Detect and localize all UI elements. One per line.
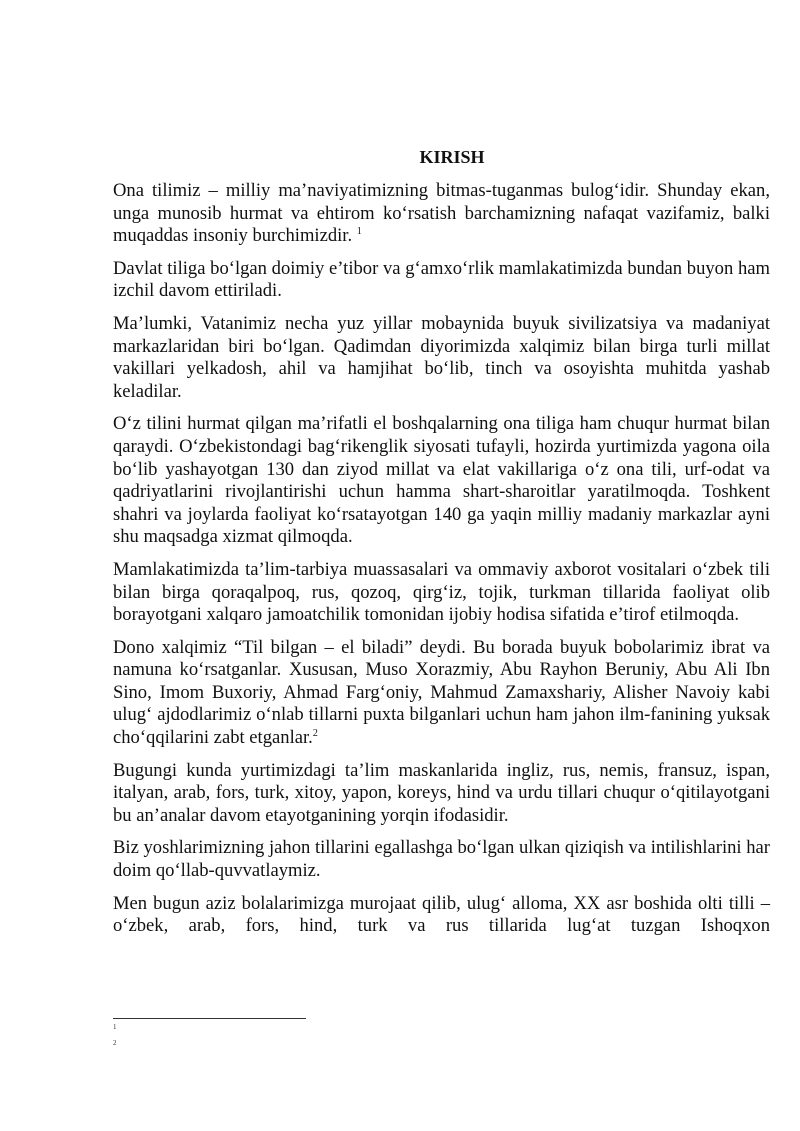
page-title: KIRISH — [419, 147, 485, 167]
footnote-marker: 1 — [113, 1023, 117, 1031]
paragraph-text: Biz yoshlarimizning jahon tillarini egallashga bo‘lgan ulkan qiziqish va intilishlarini har doim qo‘llab-quvvatlaymiz. — [113, 837, 770, 882]
paragraph-text: Mamlakatimizda ta’lim-tarbiya muassasalari va ommaviy axborot vositalari o‘zbek tili bilan birga qoraqalpoq, rus, qozoq, qirg‘iz, tojik, turkman tillarida faoliyat olib borayotgani xalqaro jamoatchilik tomonidan ijobiy hodisa sifatida e’tirof etilmoqda. — [113, 558, 770, 626]
paragraph — [113, 313, 770, 403]
footnote-ref[interactable]: 2 — [312, 727, 318, 739]
body-text — [113, 180, 770, 938]
paragraph — [113, 637, 770, 750]
paragraph-text: Ona tilimiz – milliy ma’naviyatimizning bitmas-tuganmas bulog‘idir. Shunday ekan, unga munosib hurmat va ehtirom ko‘rsatish barchamizning nafaqat vazifamiz, balki muqaddas insoniy burchimizdir. — [113, 180, 770, 247]
paragraph-text: Men bugun aziz bolalarimizga murojaat qilib, ulug‘ alloma, XX asr boshida olti tilli – o‘zbek, arab, fors, hind, turk va rus tillarida lug‘at tuzgan Ishoqxon — [113, 892, 770, 937]
paragraph — [113, 893, 770, 938]
paragraph — [113, 559, 770, 627]
paragraph — [113, 413, 770, 549]
footnote-separator — [113, 1018, 306, 1019]
paragraph-text: Bugungi kunda yurtimizdagi ta’lim maskanlarida ingliz, rus, nemis, fransuz, ispan, italyan, arab, fors, turk, xitoy, yapon, koreys, hind va urdu tillari chuqur o‘qitilayotgani bu an’analar davom etayotganining yorqin ifodasidir. — [113, 759, 770, 826]
footnote-ref[interactable]: 1 — [356, 226, 362, 237]
paragraph — [113, 837, 770, 882]
paragraph-text: Dono xalqimiz “Til bilgan – el biladi” deydi. Bu borada buyuk bobolarimiz ibrat va namuna ko‘rsatganlar. Xususan, Muso Xorazmiy, Abu Rayhon Beruniy, Abu Ali Ibn Sino, Imom Buxoriy, Ahmad Farg‘oniy, Mahmud Zamaxshariy, Alisher Navoiy kabi ulug‘ ajdodlarimiz o‘nlab tillarni puxta bilganlari uchun ham jahon ilm-fanining yuksak cho‘qqilarini zabt etganlar. — [113, 636, 770, 749]
paragraph-text: Ma’lumki, Vatanimiz necha yuz yillar mobaynida buyuk sivilizatsiya va madaniyat markazlaridan biri bo‘lgan. Qadimdan diyorimizda xalqimiz bilan birga turli millat vakillari yelkadosh, ahil va hamjihat bo‘lib, tinch va osoyishta muhitda yashab keladilar. — [113, 312, 770, 402]
paragraph-text: Davlat tiliga bo‘lgan doimiy e’tibor va g‘amxo‘rlik mamlakatimizda bundan buyon ham izchil davom ettiriladi. — [113, 257, 770, 302]
paragraph — [113, 180, 770, 248]
footnote-marker: 2 — [113, 1039, 117, 1047]
paragraph-text: O‘z tilini hurmat qilgan ma’rifatli el boshqalarning ona tiliga ham chuqur hurmat bilan qaraydi. O‘zbekistondagi bag‘rikenglik siyosati tufayli, hozirda yurtimizda yagona oila bo‘lib yashayotgan 130 dan ziyod millat va elat vakillariga o‘z ona tili, urf-odat va qadriyatlarini rivojlantirishi uchun hamma shart-sharoitlar yaratilmoqda. Toshkent shahri va joylarda faoliyat ko‘rsatayotgan 140 ga yaqin milliy madaniy markazlar ayni shu maqsadga xizmat qilmoqda. — [113, 413, 770, 548]
paragraph — [113, 760, 770, 828]
paragraph — [113, 258, 770, 303]
